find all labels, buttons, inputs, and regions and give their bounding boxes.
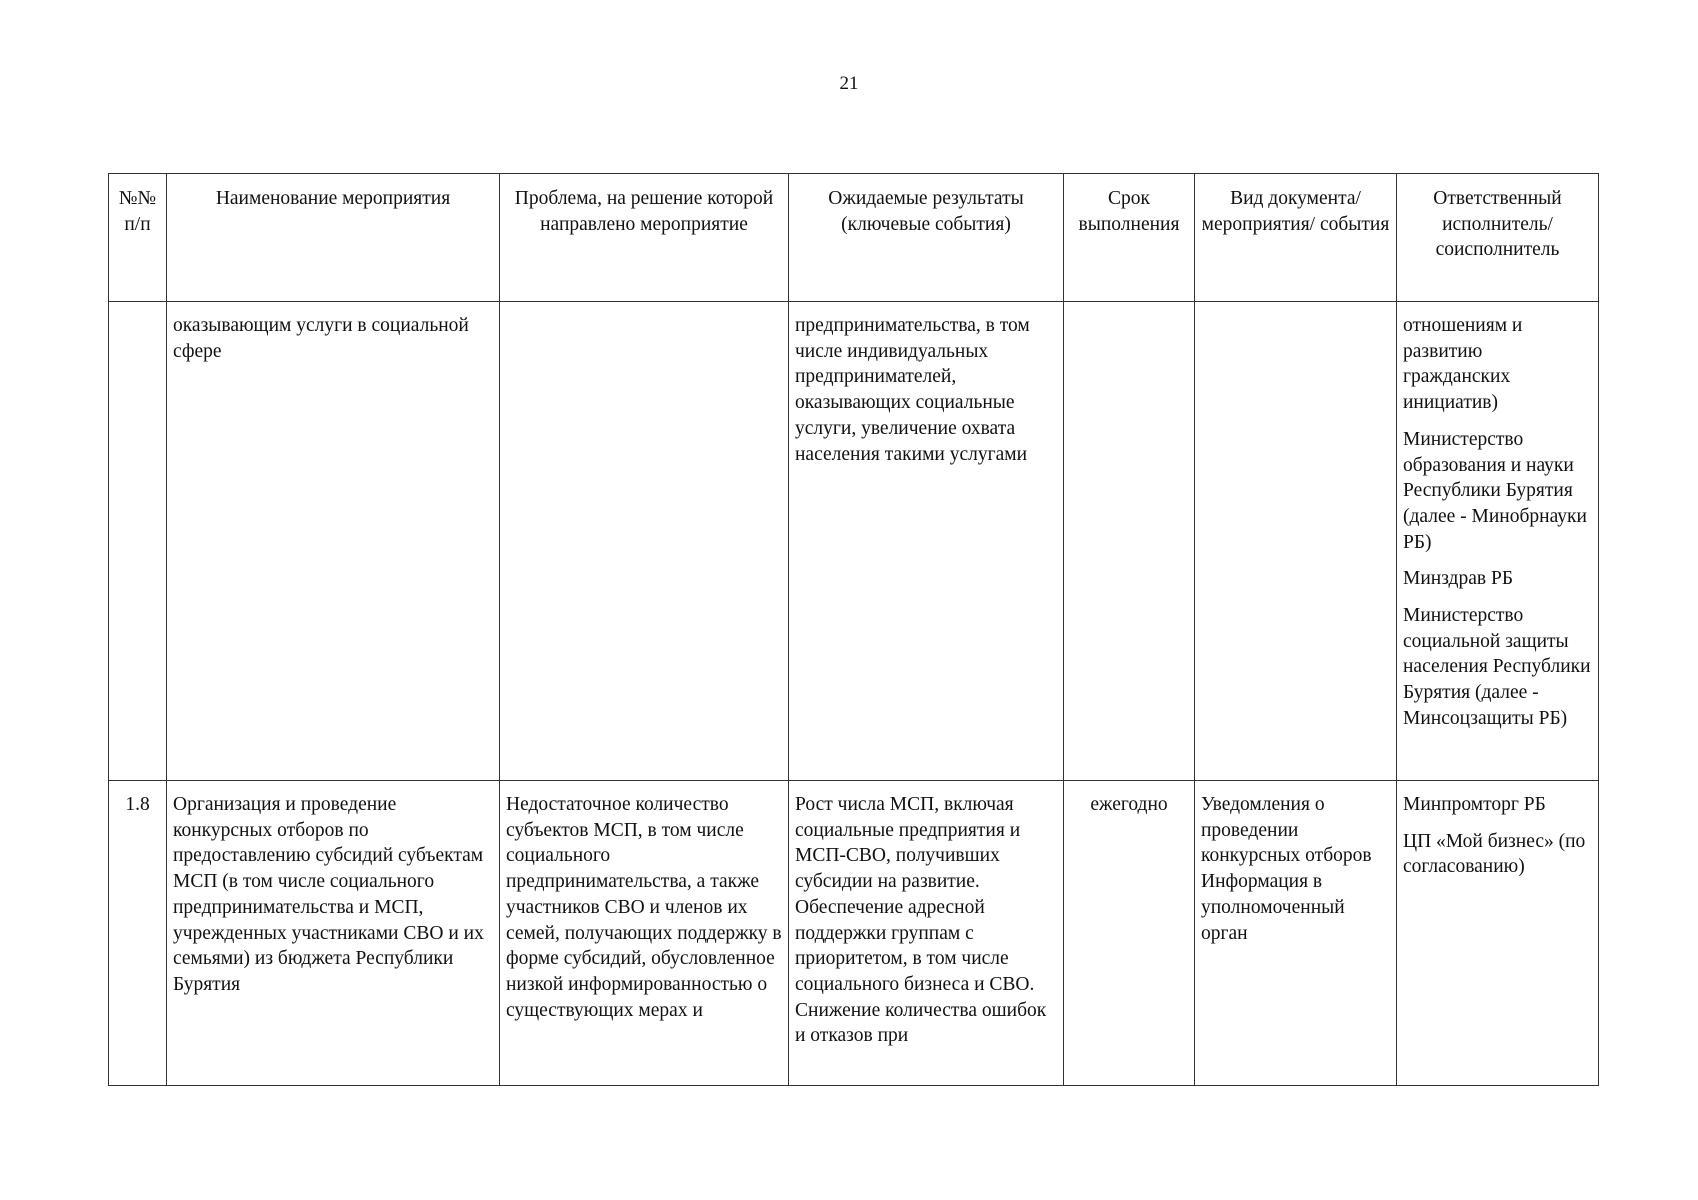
responsible-entry: отношениям и развитию гражданских инициатив)	[1403, 315, 1523, 414]
page-number: 21	[839, 73, 859, 94]
action-plan-table	[108, 173, 1599, 1086]
cell-document-type	[1195, 781, 1397, 1086]
header-event-name: Наименование мероприятия	[167, 174, 500, 302]
header-responsible: Ответственный исполнитель/ соисполнитель	[1397, 174, 1599, 302]
result-entry: Снижение количества ошибок и отказов при	[795, 999, 1047, 1047]
cell-event-name: Организация и проведение конкурсных отборов по предоставлению субсидий субъектам МСП (в том числе социального предпринимательства и МСП, учрежденных участниками СВО и их семьями) из бюджета Республики Бурятия	[167, 781, 500, 1086]
responsible-entry: Министерство социальной защиты населения Республики Бурятия (далее - Минсоцзащиты РБ)	[1403, 605, 1591, 729]
cell-responsible	[1397, 781, 1599, 1086]
header-number: №№ п/п	[109, 174, 167, 302]
table-row-1-8	[109, 781, 1599, 1086]
document-entry: Информация в уполномоченный орган	[1201, 871, 1345, 944]
header-expected-results: Ожидаемые результаты (ключевые события)	[789, 174, 1064, 302]
cell-number: 1.8	[109, 781, 167, 1086]
cell-responsible	[1397, 302, 1599, 781]
responsible-entry: Минздрав РБ	[1403, 568, 1514, 590]
cell-event-name: оказывающим услуги в социальной сфере	[167, 302, 500, 781]
cell-number	[109, 302, 167, 781]
cell-deadline	[1064, 302, 1195, 781]
header-document-type: Вид документа/ мероприятия/ события	[1195, 174, 1397, 302]
header-problem: Проблема, на решение которой направлено мероприятие	[500, 174, 789, 302]
cell-document-type	[1195, 302, 1397, 781]
responsible-entry: ЦП «Мой бизнес» (по согласованию)	[1403, 830, 1586, 878]
responsible-entry: Министерство образования и науки Республики Бурятия (далее - Минобрнауки РБ)	[1403, 428, 1587, 553]
cell-problem: Недостаточное количество субъектов МСП, в том числе социального предпринимательства, а также участников СВО и членов их семей, получающих поддержку в форме субсидий, обусловленное низкой информированностью о существующих мерах и	[500, 781, 789, 1086]
cell-deadline: ежегодно	[1064, 781, 1195, 1086]
document-entry: Уведомления о проведении конкурсных отборов	[1201, 794, 1372, 867]
responsible-entry: Минпромторг РБ	[1403, 794, 1546, 815]
cell-expected-results: предпринимательства, в том числе индивидуальных предпринимателей, оказывающих социальные услуги, увеличение охвата населения такими услугами	[789, 302, 1064, 781]
cell-problem	[500, 302, 789, 781]
cell-expected-results	[789, 781, 1064, 1086]
result-entry: Рост числа МСП, включая социальные предприятия и МСП-СВО, получивших субсидии на развитие.	[795, 794, 1021, 893]
header-deadline: Срок выполнения	[1064, 174, 1195, 302]
result-entry: Обеспечение адресной поддержки группам с приоритетом, в том числе социального бизнеса и СВО.	[795, 896, 1035, 995]
table-row-continued	[109, 302, 1599, 781]
table-header-row	[109, 174, 1599, 302]
